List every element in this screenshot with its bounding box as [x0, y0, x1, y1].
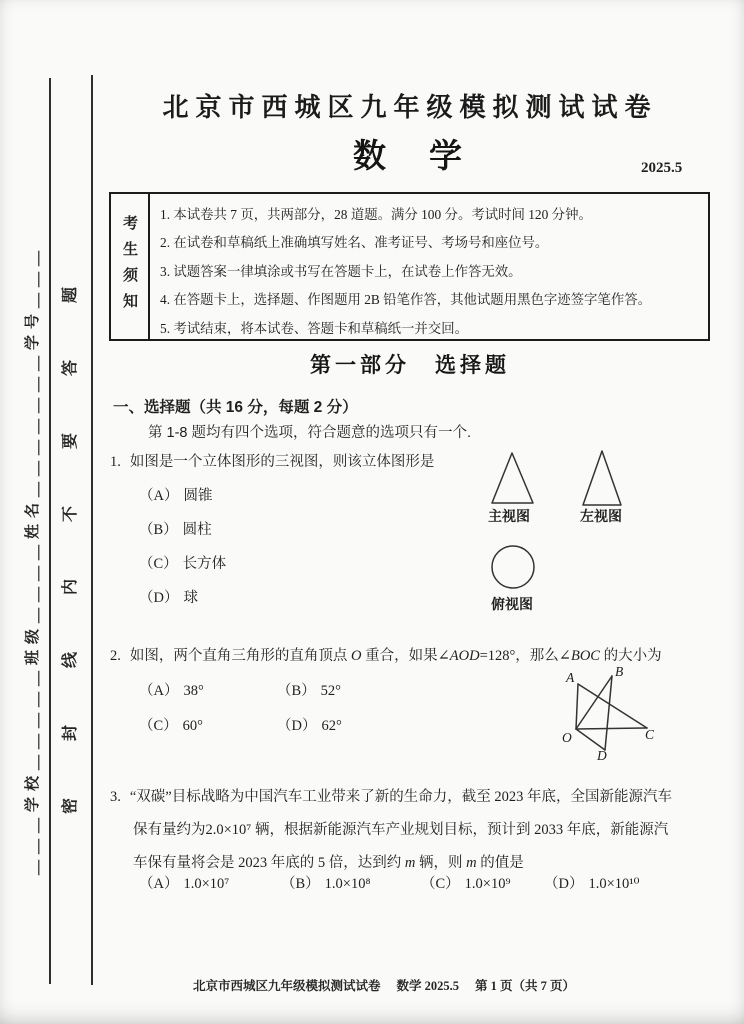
option-label: （A）: [139, 683, 179, 699]
question-3-number: 3.: [110, 789, 121, 805]
question-1-stem: 1. 如图是一个立体图形的三视图，则该立体图形是: [110, 454, 435, 470]
seal-line-outer: [91, 75, 93, 985]
option-label: （A）: [139, 876, 179, 892]
exam-date: 2025.5: [641, 160, 683, 176]
option-label: （D）: [277, 718, 317, 734]
page-footer: [86, 976, 682, 994]
q3-option-d: [544, 872, 639, 893]
option-text: 38°: [183, 683, 204, 699]
option-label: （D）: [139, 590, 179, 606]
notice-item-3: 3. 试题答案一律填涂或书写在答题卡上，在试卷上作答无效。: [160, 263, 522, 279]
examinee-notice-box: [109, 192, 710, 341]
option-text: 圆锥: [183, 488, 213, 504]
q2-option-a: [139, 679, 204, 700]
front-view-label: 主视图: [488, 508, 530, 524]
q2-angle-figure: [558, 663, 666, 763]
seal-line-text: 密封线内不要答题: [62, 229, 79, 814]
option-text: 1.0×10⁹: [464, 876, 511, 892]
left-view-triangle: [583, 451, 621, 505]
q1-three-views-figure: [465, 443, 645, 613]
question-3-line2: 保有量约为2.0×10⁷ 辆，根据新能源汽车产业规划目标，预计到 2033 年底，新能源汽: [133, 822, 669, 838]
seal-line-inner: [49, 78, 51, 984]
option-label: （D）: [544, 876, 584, 892]
footer-subject-date: 数学 2025.5: [396, 979, 459, 993]
option-label: （C）: [421, 876, 460, 892]
section-title: 一、选择题（共 16 分，每题 2 分）: [113, 399, 358, 416]
point-label-A: A: [566, 670, 575, 685]
point-label-D: D: [597, 748, 607, 763]
question-1-number: 1.: [110, 454, 121, 470]
option-text: 62°: [321, 718, 342, 734]
option-text: 1.0×10¹⁰: [588, 876, 640, 892]
option-label: （C）: [139, 556, 178, 572]
top-view-circle: [492, 546, 534, 588]
q1-option-c: [139, 552, 226, 573]
point-label-C: C: [645, 727, 655, 742]
left-view-label: 左视图: [580, 508, 622, 524]
segment-OD: [576, 729, 605, 750]
option-text: 圆柱: [182, 522, 212, 538]
segment-OC: [576, 728, 647, 729]
q3-option-a: [139, 872, 229, 893]
notice-item-2: 2. 在试卷和草稿纸上准确填写姓名、准考证号、考场号和座位号。: [160, 235, 549, 251]
q2-option-c: [139, 714, 203, 735]
option-label: （B）: [277, 683, 316, 699]
option-text: 1.0×10⁸: [324, 876, 371, 892]
option-text: 1.0×10⁷: [183, 876, 230, 892]
q1-option-d: [139, 586, 198, 607]
point-label-B: B: [615, 664, 624, 679]
option-label: （A）: [139, 488, 179, 504]
notice-item-1: 1. 本试卷共 7 页，共两部分，28 道题。满分 100 分。考试时间 120 分钟。: [160, 207, 592, 222]
segment-BD: [605, 676, 612, 750]
notice-side-cell: [111, 194, 150, 339]
question-2-number: 2.: [110, 648, 121, 664]
q2-option-d: [277, 714, 342, 735]
option-text: 长方体: [182, 556, 227, 572]
footer-page-number: 第 1 页（共 7 页）: [475, 979, 576, 993]
notice-items: [150, 194, 708, 339]
section-note: 第 1-8 题均有四个选项，符合题意的选项只有一个.: [148, 425, 472, 441]
student-info-fill-labels: ＿＿＿学校＿＿＿＿＿班级＿＿＿＿姓名＿＿＿＿＿＿＿学号＿＿＿: [25, 244, 41, 875]
notice-item-4: 4. 在答题卡上，选择题、作图题用 2B 铅笔作答，其他试题用黑色字迹签字笔作答。: [160, 292, 651, 308]
q3-option-b: [281, 872, 371, 893]
page-title: 北京市西城区九年级模拟测试试卷: [162, 92, 658, 122]
q1-option-a: [139, 484, 212, 505]
segment-AO: [576, 684, 578, 729]
option-label: （C）: [139, 718, 178, 734]
option-text: 60°: [182, 718, 203, 734]
point-label-O: O: [562, 730, 572, 745]
option-label: （B）: [139, 522, 178, 538]
q2-option-b: [277, 679, 341, 700]
notice-item-5: 5. 考试结束，将本试卷、答题卡和草稿纸一并交回。: [160, 320, 468, 336]
question-2-stem: 2. 如图，两个直角三角形的直角顶点 O 重合，如果∠AOD=128°，那么∠BOC 的大小为: [110, 648, 662, 664]
q1-option-b: [139, 518, 212, 539]
option-text: 球: [183, 590, 198, 606]
top-view-label: 俯视图: [491, 596, 533, 612]
segment-AC: [578, 684, 647, 728]
part1-heading: 第一部分 选择题: [310, 354, 510, 377]
footer-exam-name: 北京市西城区九年级模拟测试试卷: [192, 979, 381, 993]
question-3-line3: 车保有量将会是 2023 年底的 5 倍，达到约 m 辆，则 m 的值是: [133, 855, 524, 871]
subject-title: 数 学: [353, 137, 467, 174]
q3-option-c: [421, 872, 511, 893]
notice-side-label: 考生须知: [121, 214, 138, 319]
option-text: 52°: [320, 683, 341, 699]
option-label: （B）: [281, 876, 320, 892]
front-view-triangle: [492, 453, 533, 503]
question-3-line1: 3. “双碳”目标战略为中国汽车工业带来了新的生命力，截至 2023 年底，全国新能源汽车: [110, 789, 672, 805]
